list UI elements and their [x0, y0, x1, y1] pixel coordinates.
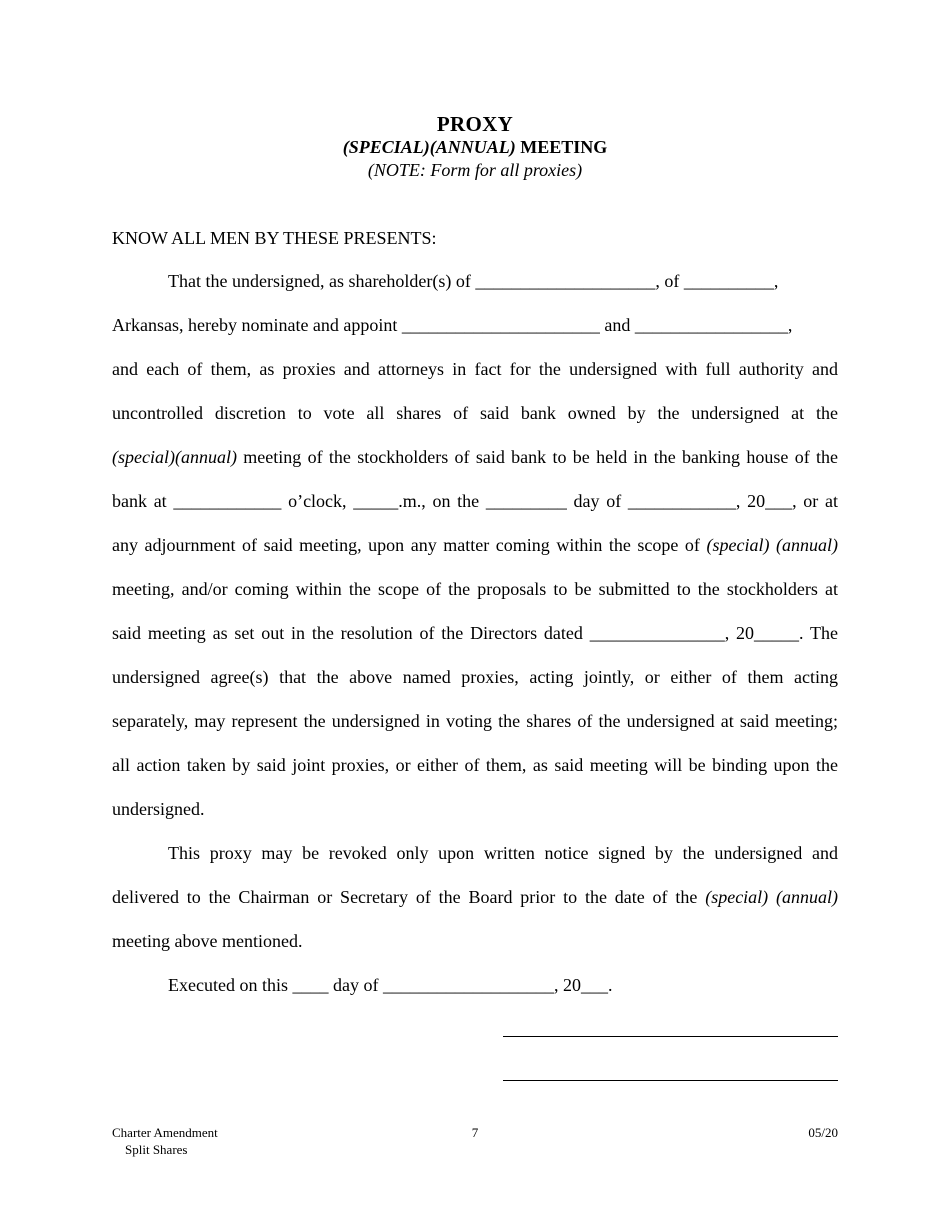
body-line-10: undersigned agree(s) that the above named proxies, acting jointly, or either of them acting	[112, 667, 838, 687]
revocation-line-2-text: delivered to the Chairman or Secretary of the Board prior to the date of the	[112, 887, 706, 907]
body-line-13: undersigned.	[112, 799, 205, 819]
body-line-5-text: meeting of the stockholders of said bank to be held in the banking house of the	[236, 447, 838, 467]
body-line-8: meeting, and/or coming within the scope of the proposals to be submitted to the stockholders at	[112, 579, 838, 599]
body-line-11: separately, may represent the undersigned in voting the shares of the undersigned at said meeting;	[112, 711, 838, 731]
subtitle-meeting: MEETING	[515, 137, 608, 157]
body-line-6: bank at ____________ o’clock, _____.m., on the _________ day of ____________, 20___, or at	[112, 491, 838, 511]
subtitle-meeting-type: (SPECIAL)(ANNUAL)	[342, 137, 516, 157]
body-line-7-text: any adjournment of said meeting, upon any matter coming within the scope of	[112, 535, 707, 555]
body-line-12: all action taken by said joint proxies, or either of them, as said meeting will be binding upon the	[112, 755, 838, 775]
body-line-1: That the undersigned, as shareholder(s) of ____________________, of __________,	[168, 271, 779, 291]
meeting-type-italic: (special) (annual)	[706, 535, 838, 555]
revocation-line-1: This proxy may be revoked only upon written notice signed by the undersigned and	[168, 843, 838, 863]
body-line-5	[112, 446, 838, 468]
intro-line: KNOW ALL MEN BY THESE PRESENTS:	[112, 228, 437, 248]
executed-line: Executed on this ____ day of ___________________, 20___.	[168, 975, 613, 995]
body-line-4: uncontrolled discretion to vote all shares of said bank owned by the undersigned at the	[112, 403, 838, 423]
footer-date: 05/20	[808, 1125, 838, 1140]
signature-line-2	[503, 1080, 838, 1081]
footer-doc-subname: Split Shares	[125, 1142, 188, 1157]
footer-doc-name: Charter Amendment	[112, 1125, 218, 1140]
footer-page-number: 7	[471, 1125, 479, 1140]
body-line-9: said meeting as set out in the resolution of the Directors dated _______________, 20_____. The	[112, 623, 838, 643]
body-line-7	[112, 534, 838, 556]
document-title: PROXY	[436, 112, 514, 136]
body-line-2: Arkansas, hereby nominate and appoint ______________________ and _________________,	[112, 315, 793, 335]
document-note: (NOTE: Form for all proxies)	[367, 160, 583, 180]
revocation-line-2	[112, 886, 838, 908]
signature-line-1	[503, 1036, 838, 1037]
body-line-3: and each of them, as proxies and attorneys in fact for the undersigned with full authority and	[112, 359, 838, 379]
document-subtitle	[0, 137, 950, 158]
revocation-line-3: meeting above mentioned.	[112, 931, 303, 951]
meeting-type-italic: (special) (annual)	[705, 887, 838, 907]
meeting-type-italic: (special)(annual)	[112, 447, 237, 467]
